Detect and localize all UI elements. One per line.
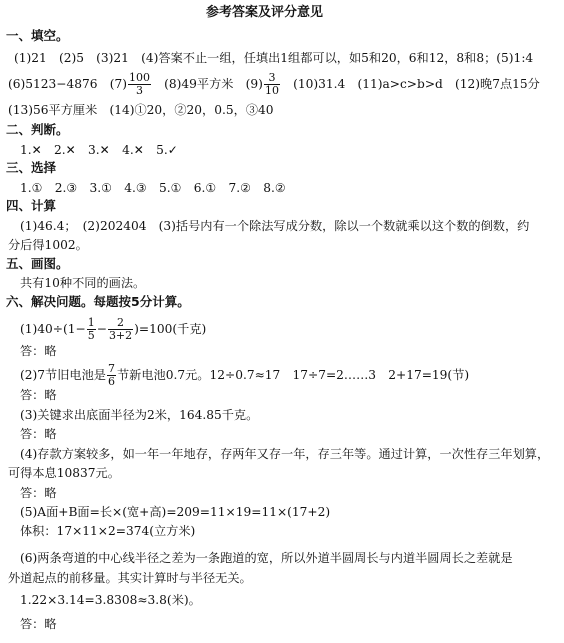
answer-omitted: 答：略 — [20, 617, 57, 631]
solve-6-line-2: 外道起点的前移量。其实计算时与半径无关。 — [8, 571, 252, 585]
fraction-numerator: 2 — [108, 317, 133, 330]
solve-text: (2)7节旧电池是 — [20, 368, 106, 382]
solve-6-line-1: (6)两条弯道的中心线半径之差为一条跑道的宽，所以外道半圆周长与内道半圆周长之差就是 — [20, 551, 513, 565]
fill-line-2 — [8, 72, 540, 97]
section-calc-heading: 四、计算 — [6, 198, 57, 213]
section-judge-heading: 二、判断。 — [6, 122, 69, 137]
solve-1 — [20, 317, 206, 342]
page-title: 参考答案及评分意见 — [206, 5, 324, 20]
fraction-2-3plus2 — [108, 317, 133, 342]
fill-line-1: (1)21 (2)5 (3)21 (4)答案不止一组，任填出1组都可以，如5和20，6和12，8和8；(5)1:4 — [14, 51, 534, 65]
fraction-numerator: 3 — [264, 72, 280, 85]
solve-text: (1)40÷(1− — [20, 322, 86, 336]
fraction-3-10 — [264, 72, 280, 97]
fraction-7-6 — [107, 363, 116, 388]
solve-5-line-2: 体积：17×11×2=374(立方米) — [20, 524, 196, 538]
section-draw-heading: 五、画图。 — [6, 256, 69, 271]
calc-line-1: (1)46.4； (2)202404 (3)括号内有一个除法写成分数，除以一个数就乘以这个数的倒数，约 — [20, 219, 530, 233]
fraction-denominator: 3 — [135, 84, 143, 97]
answer-omitted: 答：略 — [20, 388, 57, 402]
choice-answers: 1.① 2.③ 3.① 4.③ 5.① 6.① 7.② 8.② — [20, 181, 286, 195]
fraction-denominator: 6 — [107, 375, 115, 388]
solve-4-line-1: (4)存款方案较多，如一年一年地存，存两年又存一年，存三年等。通过计算，一次性存三年划算， — [20, 447, 550, 461]
fraction-numerator: 7 — [107, 362, 115, 375]
solve-text: )=100(千克) — [134, 322, 207, 336]
fill-line-3: (13)56平方厘米 (14)①20，②20，0.5，③40 — [8, 103, 274, 117]
solve-3: (3)关键求出底面半径为2米，164.85千克。 — [20, 408, 259, 422]
calc-line-2: 分后得1002。 — [8, 238, 88, 252]
answer-omitted: 答：略 — [20, 486, 57, 500]
fraction-100-3 — [128, 72, 151, 97]
answer-omitted: 答：略 — [20, 427, 57, 441]
fraction-denominator: 5 — [87, 329, 95, 342]
solve-text: − — [96, 322, 107, 336]
fill-text: (6)5123−4876 (7) — [8, 77, 127, 91]
judge-answers: 1.✕ 2.✕ 3.✕ 4.✕ 5.✓ — [20, 143, 178, 157]
answer-omitted: 答：略 — [20, 344, 57, 358]
fraction-numerator: 100 — [128, 71, 150, 84]
section-solve-heading: 六、解决问题。每题按5分计算。 — [6, 294, 190, 309]
solve-4-line-2: 可得本息10837元。 — [8, 466, 120, 480]
solve-2 — [20, 363, 469, 388]
solve-6-line-3: 1.22×3.14=3.8308≈3.8(米)。 — [20, 593, 201, 607]
solve-5-line-1: (5)A面+B面=长×(宽+高)=209=11×19=11×(17+2) — [20, 505, 331, 519]
fraction-numerator: 1 — [87, 316, 95, 329]
section-fill-heading: 一、填空。 — [6, 28, 69, 43]
fraction-denominator: 10 — [264, 84, 279, 97]
fraction-1-5 — [87, 317, 96, 342]
draw-answer: 共有10种不同的画法。 — [20, 276, 146, 290]
fill-text: (10)31.4 (11)a>c>b>d (12)晚7点15分 — [280, 77, 540, 91]
fraction-denominator: 3+2 — [108, 329, 133, 342]
fill-text: (8)49平方米 (9) — [151, 77, 263, 91]
section-choice-heading: 三、选择 — [6, 160, 57, 175]
solve-text: 节新电池0.7元。12÷0.7≈17 17÷7=2……3 2+17=19(节) — [116, 368, 470, 382]
